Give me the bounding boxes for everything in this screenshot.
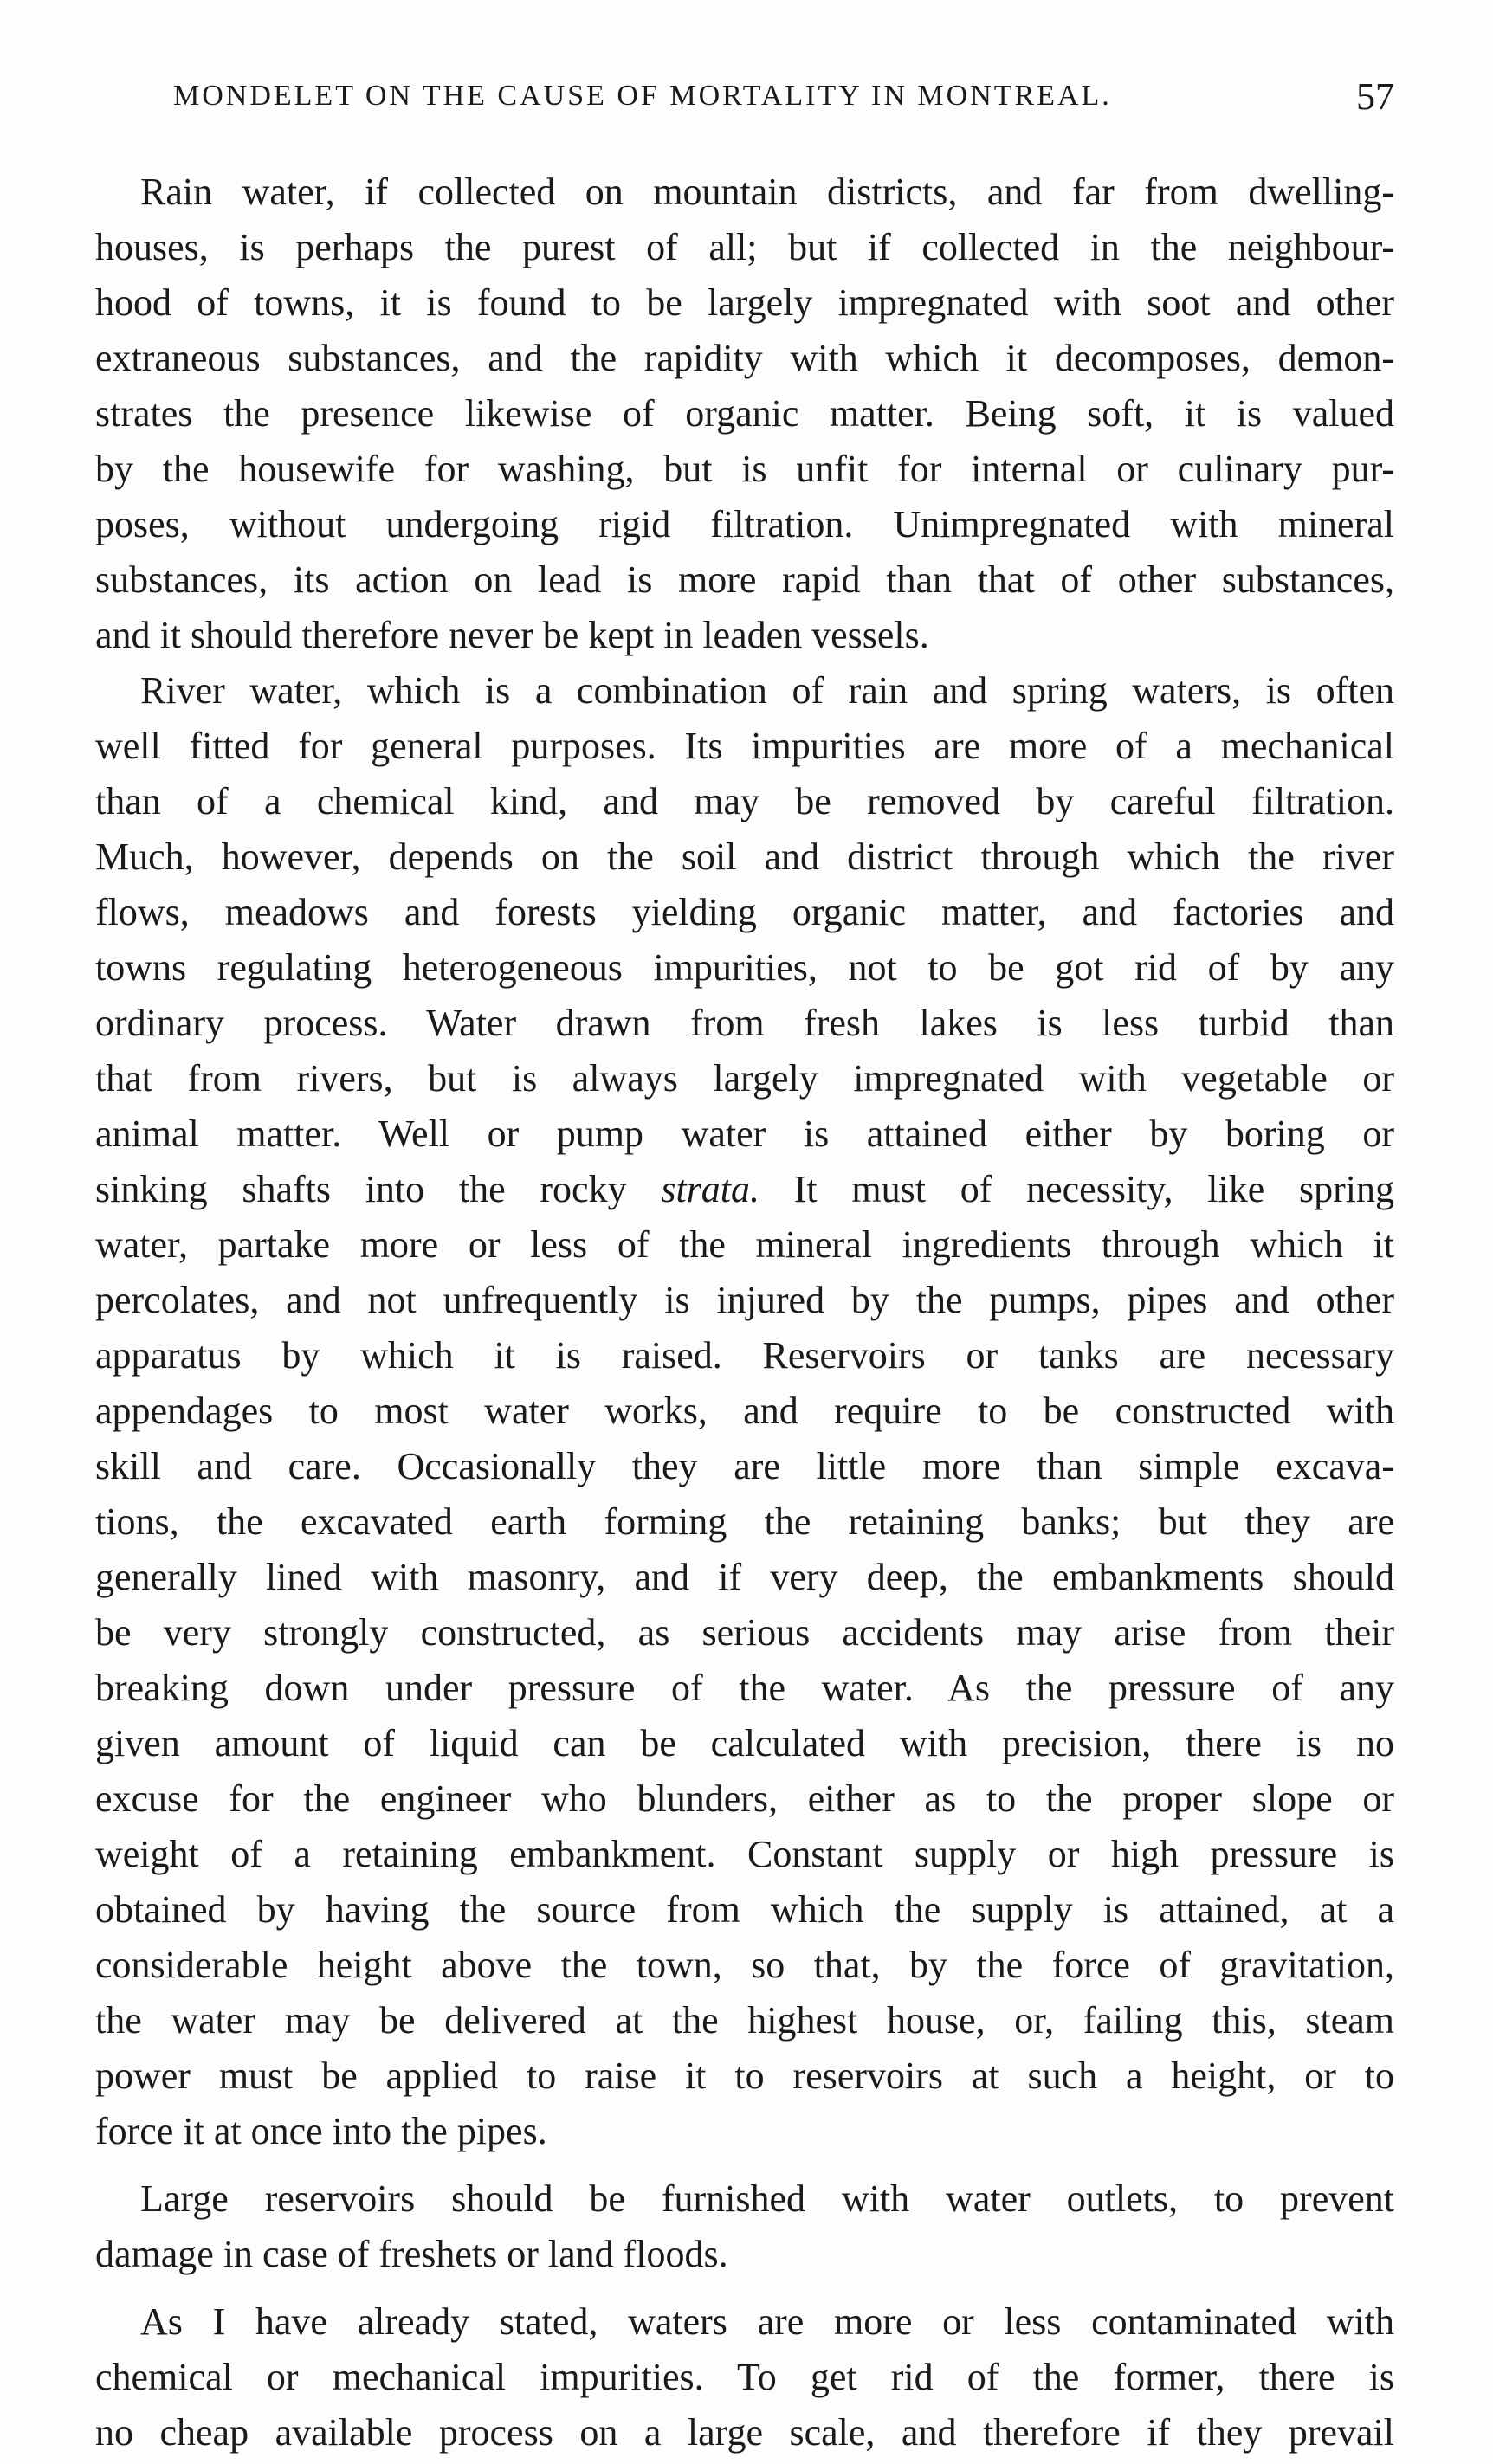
text-line: that from rivers, but is always largely impregnated with vegetable or xyxy=(95,1057,1394,1100)
body-text xyxy=(95,164,1394,2461)
text-line: Large reservoirs should be furnished with water outlets, to prevent xyxy=(140,2177,1394,2220)
text-line: flows, meadows and forests yielding organic matter, and factories and xyxy=(95,891,1394,933)
text-line: chemical or mechanical impurities. To get rid of the former, there is xyxy=(95,2356,1394,2398)
text-line: appendages to most water works, and require to be constructed with xyxy=(95,1390,1394,1432)
text-line: hood of towns, it is found to be largely impregnated with soot and other xyxy=(95,281,1394,324)
text-line: power must be applied to raise it to reservoirs at such a height, or to xyxy=(95,2054,1394,2097)
paragraph-reservoirs xyxy=(95,2171,1394,2282)
text-line: well fitted for general purposes. Its impurities are more of a mechanical xyxy=(95,725,1394,767)
text-line: Rain water, if collected on mountain districts, and far from dwelling- xyxy=(140,171,1394,213)
text-line: given amount of liquid can be calculated with precision, there is no xyxy=(95,1722,1394,1764)
text-line: force it at once into the pipes. xyxy=(95,2110,547,2152)
text-line: obtained by having the source from which the supply is attained, at a xyxy=(95,1888,1394,1931)
text-line: substances, its action on lead is more rapid than that of other substances, xyxy=(95,558,1394,601)
line-start: sinking shafts into the rocky xyxy=(95,1168,662,1210)
text-line: animal matter. Well or pump water is attained either by boring or xyxy=(95,1113,1394,1155)
text-line: apparatus by which it is raised. Reservoirs or tanks are necessary xyxy=(95,1334,1394,1377)
text-line: houses, is perhaps the purest of all; but if collected in the neighbour- xyxy=(95,226,1394,268)
text-line: weight of a retaining embankment. Constant supply or high pressure is xyxy=(95,1833,1394,1875)
paragraph-river-water xyxy=(95,663,1394,2159)
text-line: As I have already stated, waters are more or less contaminated with xyxy=(140,2300,1394,2343)
text-line: River water, which is a combination of rain and spring waters, is often xyxy=(140,669,1394,712)
paragraph-gap xyxy=(95,2282,1394,2294)
text-line: considerable height above the town, so that, by the force of gravitation, xyxy=(95,1944,1394,1986)
running-head xyxy=(173,75,1403,132)
page-number: 57 xyxy=(1356,75,1394,118)
text-line: than of a chemical kind, and may be removed by careful filtration. xyxy=(95,780,1394,822)
paragraph-rain-water xyxy=(95,164,1394,663)
italic-word: strata. xyxy=(661,1168,760,1210)
text-line-with-italic xyxy=(95,1162,1394,1217)
text-line: skill and care. Occasionally they are little more than simple excava- xyxy=(95,1445,1394,1487)
text-line: damage in case of freshets or land floods. xyxy=(95,2233,728,2275)
text-line: excuse for the engineer who blunders, either as to the proper slope or xyxy=(95,1777,1394,1820)
text-line: and it should therefore never be kept in leaden vessels. xyxy=(95,614,929,656)
text-line: Much, however, depends on the soil and district through which the river xyxy=(95,835,1394,878)
text-line: the water may be delivered at the highest house, or, failing this, steam xyxy=(95,1999,1394,2042)
text-line: ordinary process. Water drawn from fresh lakes is less turbid than xyxy=(95,1002,1394,1044)
text-line: tions, the excavated earth forming the retaining banks; but they are xyxy=(95,1500,1394,1543)
text-line: breaking down under pressure of the water. As the pressure of any xyxy=(95,1667,1394,1709)
text-line: no cheap available process on a large scale, and therefore if they prevail xyxy=(95,2411,1394,2454)
text-line: strates the presence likewise of organic matter. Being soft, it is valued xyxy=(95,392,1394,435)
paragraph-impurities xyxy=(95,2294,1394,2461)
running-title: MONDELET ON THE CAUSE OF MORTALITY IN MONTREAL. xyxy=(173,80,1112,112)
text-line: percolates, and not unfrequently is injured by the pumps, pipes and other xyxy=(95,1279,1394,1321)
text-line: poses, without undergoing rigid filtration. Unimpregnated with mineral xyxy=(95,503,1394,545)
text-line: generally lined with masonry, and if very deep, the embankments should xyxy=(95,1556,1394,1598)
text-line: extraneous substances, and the rapidity with which it decomposes, demon- xyxy=(95,337,1394,379)
text-line: water, partake more or less of the mineral ingredients through which it xyxy=(95,1223,1394,1266)
text-line: be very strongly constructed, as serious accidents may arise from their xyxy=(95,1611,1394,1654)
line-end: It must of necessity, like spring xyxy=(759,1168,1394,1210)
paragraph-gap xyxy=(95,2159,1394,2171)
text-line: by the housewife for washing, but is unfit for internal or culinary pur- xyxy=(95,448,1394,490)
text-line: towns regulating heterogeneous impurities, not to be got rid of by any xyxy=(95,946,1394,989)
